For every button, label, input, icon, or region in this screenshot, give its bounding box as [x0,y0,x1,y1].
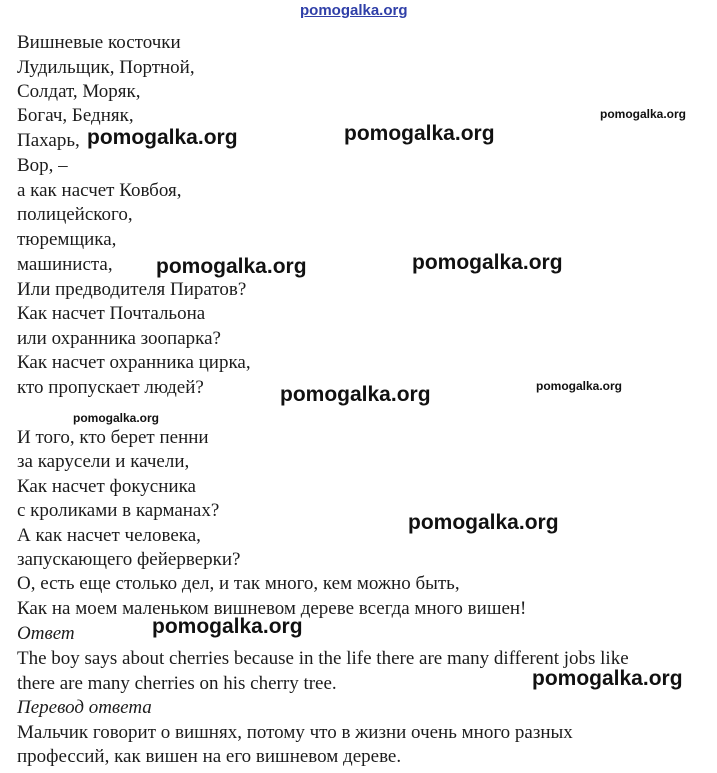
watermark: pomogalka.org [412,251,563,274]
poem-line: Вор, – [17,155,68,176]
poem-line: Как насчет охранника цирка, [17,352,251,373]
poem-line: запускающего фейерверки? [17,549,241,570]
answer-text-line: The boy says about cherries because in the life there are many different jobs like [17,648,629,669]
poem-line: Солдат, Моряк, [17,81,141,102]
poem-line: Как насчет фокусника [17,476,196,497]
watermark: pomogalka.org [344,122,495,145]
watermark: pomogalka.org [156,255,307,278]
poem-line: Пахарь, [17,130,80,151]
poem-line: Богач, Бедняк, [17,105,134,126]
watermark: pomogalka.org [408,511,559,534]
poem-line: кто пропускает людей? [17,377,204,398]
poem-line: И того, кто берет пенни [17,427,209,448]
poem-line: а как насчет Ковбоя, [17,180,182,201]
watermark: pomogalka.org [73,411,160,425]
poem-line: О, есть еще столько дел, и так много, кем можно быть, [17,573,460,594]
poem-line: Лудильщик, Портной, [17,57,195,78]
poem-line: А как насчет человека, [17,525,201,546]
poem-line: за карусели и качели, [17,451,190,472]
watermark: pomogalka.org [87,126,238,149]
poem-line: Или предводителя Пиратов? [17,279,247,300]
poem-line: полицейского, [17,204,133,225]
translation-text-line: Мальчик говорит о вишнях, потому что в жизни очень много разных [17,722,573,743]
poem-line: с кроликами в карманах? [17,500,220,521]
poem-line: машиниста, [17,254,113,275]
translation-text-line: профессий, как вишен на его вишневом дереве. [17,746,402,767]
watermark: pomogalka.org [532,667,683,690]
watermark: pomogalka.org [536,379,623,393]
watermark: pomogalka.org [280,383,431,406]
poem-line: Как насчет Почтальона [17,303,206,324]
watermark: pomogalka.org [600,107,687,121]
poem-line: тюремщика, [17,229,117,250]
translation-label: Перевод ответа [17,697,152,718]
header-watermark-link[interactable]: pomogalka.org [300,2,408,19]
poem-line: или охранника зоопарка? [17,328,221,349]
answer-label: Ответ [17,623,75,644]
answer-text-line: there are many cherries on his cherry tree. [17,673,337,694]
poem-line: Как на моем маленьком вишневом дереве всегда много вишен! [17,598,527,619]
poem-title: Вишневые косточки [17,32,181,53]
watermark: pomogalka.org [152,615,303,638]
